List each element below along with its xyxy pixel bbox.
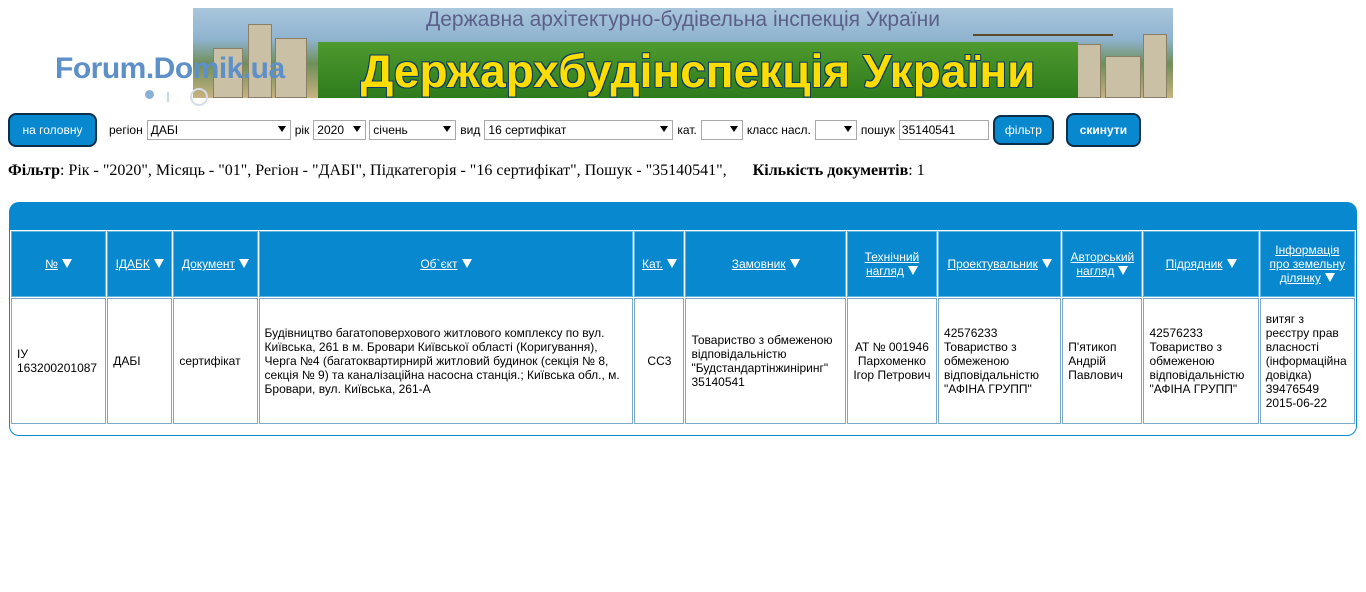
col-header-author-supervision[interactable]: Авторський нагляд: [1062, 231, 1142, 297]
sort-down-icon[interactable]: [790, 259, 800, 268]
banner-subtitle: Державна архітектурно-будівельна інспекція України: [426, 8, 940, 31]
col-header-category[interactable]: Кат.: [634, 231, 684, 297]
filter-summary-text: : Рік - "2020", Місяць - "01", Регіон - "ДАБІ", Підкатегорія - "16 сертифікат", Пошук - "35140541",: [59, 162, 727, 179]
search-input[interactable]: 35140541: [899, 120, 989, 140]
cat-select[interactable]: [701, 120, 743, 140]
year-select-value: 2020: [317, 123, 344, 137]
region-select[interactable]: [147, 120, 291, 140]
cat-label: кат.: [677, 123, 697, 137]
cell-document: сертифікат: [173, 298, 257, 424]
cell-land-info: витяг з реєстру прав власності (інформаційна довідка) 39476549 2015-06-22: [1260, 298, 1355, 424]
sort-down-icon[interactable]: [1325, 273, 1335, 282]
type-select-value: 16 сертифікат: [488, 123, 567, 137]
chevron-down-icon: [660, 126, 668, 132]
month-select-value: січень: [373, 123, 408, 137]
col-header-tech-supervision[interactable]: Технічний нагляд: [847, 231, 937, 297]
col-header-designer[interactable]: Проектувальник: [938, 231, 1061, 297]
filter-summary-label: Фільтр: [8, 162, 60, 179]
filter-summary: [8, 162, 925, 180]
sort-down-icon[interactable]: [667, 259, 677, 268]
documents-table-container: [9, 202, 1357, 436]
col-header-land-info[interactable]: Інформація про земельну ділянку: [1260, 231, 1355, 297]
cell-category: СС3: [634, 298, 684, 424]
table-header-row: [11, 231, 1355, 297]
type-label: вид: [460, 123, 481, 137]
cell-object: Будівництво багатоповерхового житлового комплексу по вул. Київська, 261 в м. Бровари Київської області (Коригування), Черга №4 (багатоквартирнирй житловий будинок (секція № 8, секція № 9) та каналізаційна насосна станція.; Київська обл., м. Бровари, вул. Київська, 261-А: [259, 298, 634, 424]
reset-button[interactable]: скинути: [1066, 113, 1141, 147]
class-select[interactable]: [815, 120, 857, 140]
cell-idabk: ДАБІ: [107, 298, 172, 424]
watermark-dot-icon: [145, 90, 154, 99]
region-select-value: ДАБІ: [150, 123, 179, 137]
col-header-document[interactable]: Документ: [173, 231, 257, 297]
type-select[interactable]: [484, 120, 673, 140]
filter-button[interactable]: фільтр: [993, 115, 1054, 145]
watermark-bar-icon: [167, 92, 169, 102]
chevron-down-icon: [443, 126, 451, 132]
chevron-down-icon: [844, 126, 852, 132]
sort-down-icon[interactable]: [1042, 259, 1052, 268]
forum-watermark: [55, 52, 285, 86]
class-label: класс насл.: [746, 123, 811, 137]
col-header-num[interactable]: №: [11, 231, 106, 297]
chevron-down-icon: [353, 126, 361, 132]
region-label: регіон: [109, 123, 143, 137]
banner-title: Держархбудінспекція України: [360, 45, 1036, 97]
table-top-bar: [9, 202, 1357, 230]
month-select[interactable]: [369, 120, 456, 140]
building-shape: [1105, 56, 1141, 98]
crane-shape: [973, 34, 1113, 36]
search-label: пошук: [860, 123, 895, 137]
document-count-value: : 1: [908, 162, 925, 179]
table-row: [11, 298, 1355, 424]
watermark-circle-icon: [190, 88, 208, 106]
header-banner: [193, 8, 1173, 98]
documents-table: [9, 230, 1357, 425]
sort-down-icon[interactable]: [154, 259, 164, 268]
col-header-contractor[interactable]: Підрядник: [1143, 231, 1258, 297]
cell-author-supervision: П'ятикоп Андрій Павлович: [1062, 298, 1142, 424]
cell-num: ІУ 163200201087: [11, 298, 106, 424]
sort-down-icon[interactable]: [239, 259, 249, 268]
col-header-customer[interactable]: Замовник: [685, 231, 845, 297]
filter-toolbar: [8, 113, 1141, 147]
building-shape: [1143, 34, 1167, 98]
col-header-object[interactable]: Об`єкт: [259, 231, 634, 297]
cell-tech-supervision: АТ № 001946 Пархоменко Ігор Петрович: [847, 298, 937, 424]
cell-customer: Товариство з обмеженою відповідальністю "Будстандартінжиніринг" 35140541: [685, 298, 845, 424]
sort-down-icon[interactable]: [908, 266, 918, 275]
sort-down-icon[interactable]: [62, 259, 72, 268]
year-label: рік: [294, 123, 310, 137]
home-button[interactable]: на головну: [8, 113, 97, 147]
chevron-down-icon: [278, 126, 286, 132]
cell-designer: 42576233 Товариство з обмеженою відповідальністю "АФІНА ГРУПП": [938, 298, 1061, 424]
sort-down-icon[interactable]: [1118, 266, 1128, 275]
watermark-text: Forum.Domik.ua: [55, 52, 285, 85]
year-select[interactable]: [313, 120, 366, 140]
col-header-idabk[interactable]: ІДАБК: [107, 231, 172, 297]
cell-contractor: 42576233 Товариство з обмеженою відповідальністю "АФІНА ГРУПП": [1143, 298, 1258, 424]
document-count-label: Кількість документів: [752, 162, 909, 179]
chevron-down-icon: [730, 126, 738, 132]
table-footer-bar: [9, 425, 1357, 436]
sort-down-icon[interactable]: [1227, 259, 1237, 268]
sort-down-icon[interactable]: [462, 259, 472, 268]
